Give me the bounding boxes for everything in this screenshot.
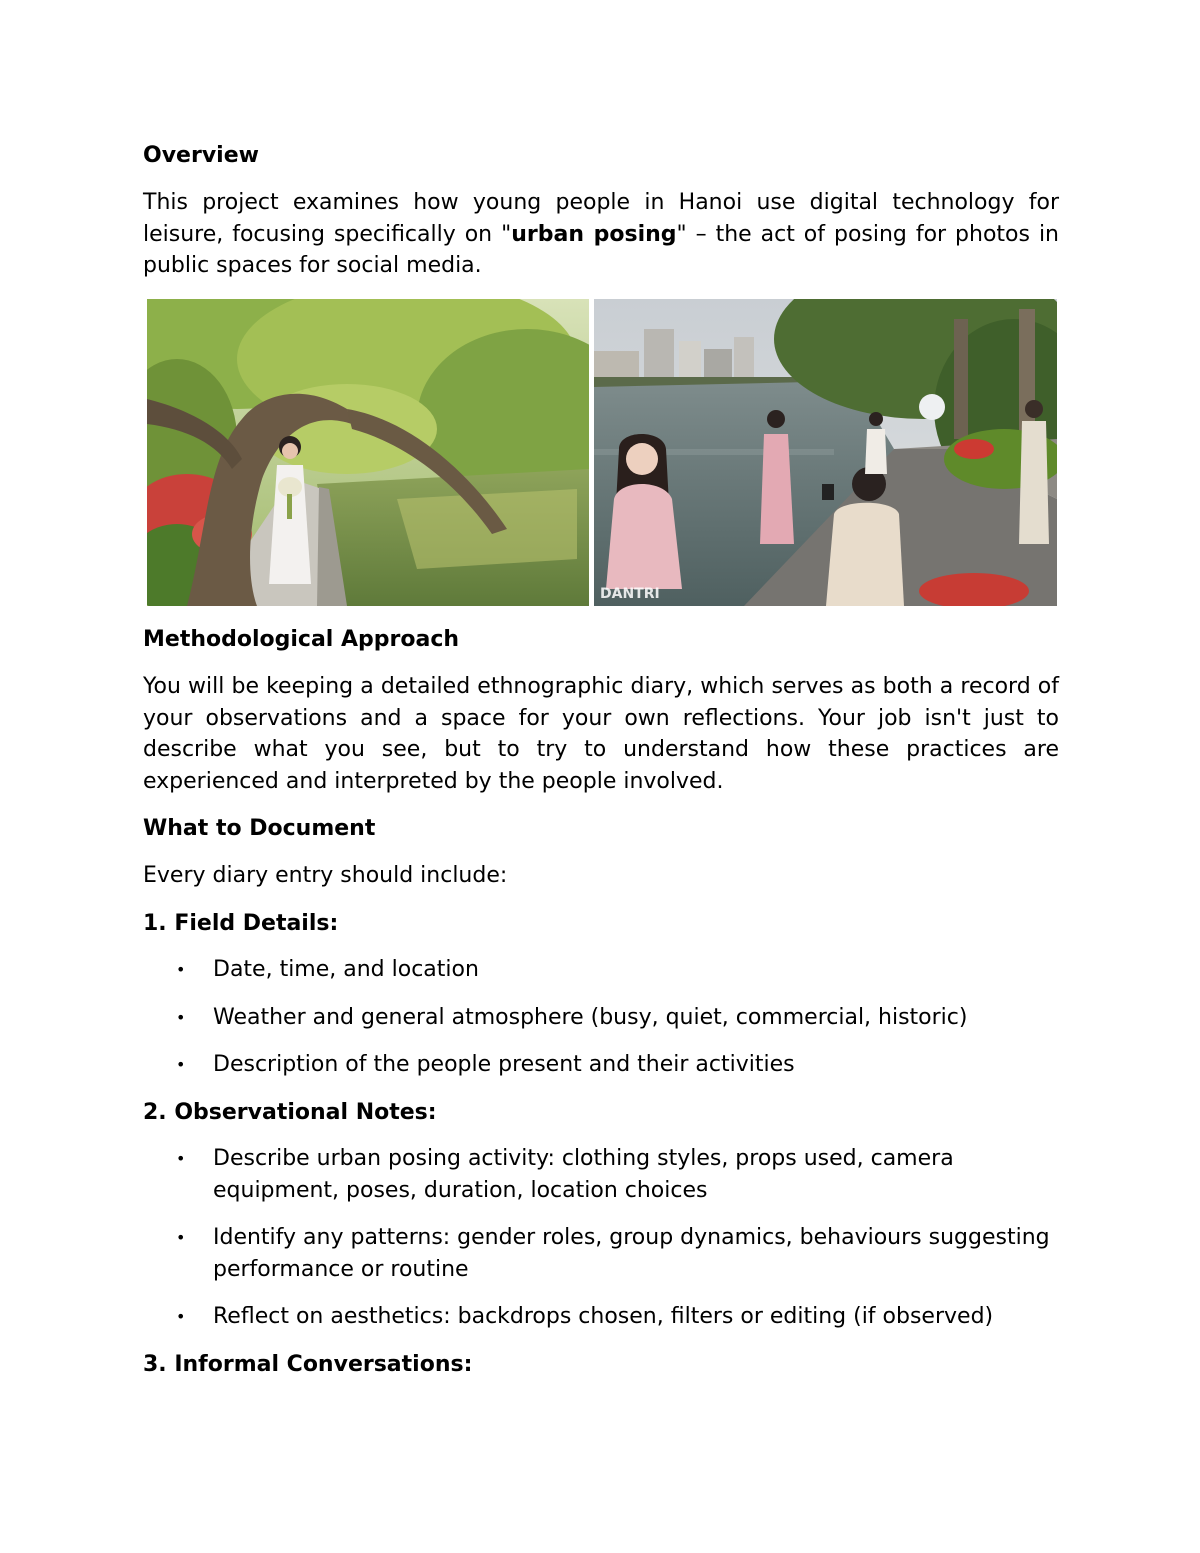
list-item: • Weather and general atmosphere (busy, quiet, commercial, historic) <box>213 1002 1059 1034</box>
bullet-icon: • <box>176 1055 186 1074</box>
urban-posing-term: urban posing <box>511 221 677 247</box>
bullet-icon: • <box>176 1307 186 1326</box>
list-item: • Reflect on aesthetics: backdrops chosen, filters or editing (if observed) <box>213 1301 1059 1333</box>
bullet-icon: • <box>176 1008 186 1027</box>
overview-heading: Overview <box>143 143 259 168</box>
bullet-icon: • <box>176 1149 186 1168</box>
list-item: • Date, time, and location <box>213 954 1059 986</box>
photo-ao-dai-path <box>147 299 589 606</box>
section-field-details: 1. Field Details: <box>143 911 339 936</box>
list-item: • Identify any patterns: gender roles, group dynamics, behaviours suggesting performance or routine <box>213 1222 1059 1285</box>
list-item: • Description of the people present and their activities <box>213 1049 1059 1081</box>
watermark-text: DANTRI <box>600 586 660 602</box>
document-intro: Every diary entry should include: <box>143 863 508 888</box>
section-observational-notes: 2. Observational Notes: <box>143 1100 437 1125</box>
list-item: • Describe urban posing activity: clothing styles, props used, camera equipment, poses, duration, location choices <box>213 1143 1059 1206</box>
bullet-icon: • <box>176 960 186 979</box>
method-paragraph: You will be keeping a detailed ethnographic diary, which serves as both a record of your observations and a space for your own reflections. Your job isn't just to describe what you see, but to try to understand how these practices are experienced and interpreted by the people involved. <box>143 674 1059 794</box>
document-heading: What to Document <box>143 816 376 841</box>
photo-lakeside-posing <box>594 299 1057 606</box>
photo-strip <box>147 299 1057 606</box>
overview-paragraph: This project examines how young people in Hanoi use digital technology for leisure, focusing specifically on "urban posing" – the act of posing for photos in public spaces for social media. <box>143 190 1059 278</box>
section-informal-conversations: 3. Informal Conversations: <box>143 1352 473 1377</box>
bullet-icon: • <box>176 1228 186 1247</box>
method-heading: Methodological Approach <box>143 627 460 652</box>
